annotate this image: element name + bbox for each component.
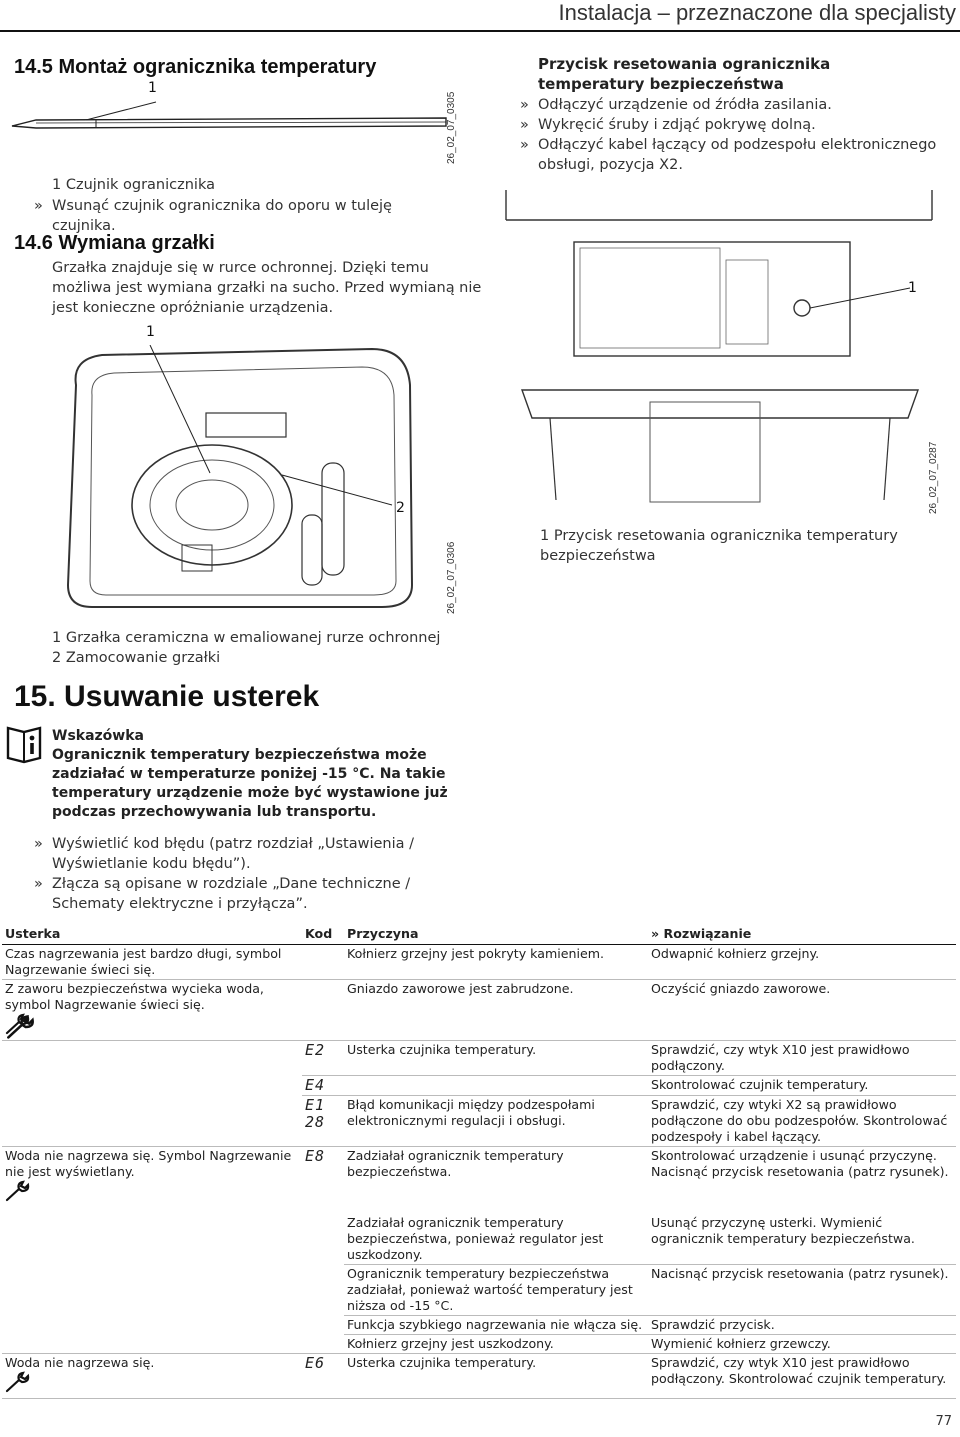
heater-intro: Grzałka znajduje się w rurce ochronnej. Dzięki temu możliwa jest wymiana grzałki na sucho. Przed wymianą nie jest konieczne opróżnianie urządzenia. <box>52 260 482 316</box>
error-code-e2: E2 <box>305 1041 326 1059</box>
heater-callout-2: 2 <box>396 500 405 516</box>
heater-callout-1: 1 <box>146 324 155 340</box>
cell-cause: Usterka czujnika temperatury. <box>344 1041 648 1076</box>
table-row <box>2 1214 956 1265</box>
cell-fault <box>2 1214 302 1265</box>
cell-code <box>302 1041 344 1076</box>
error-code-e6: E6 <box>305 1354 326 1372</box>
cell-code <box>302 1076 344 1096</box>
wrench-icon <box>5 1180 31 1202</box>
cell-fault <box>2 1041 302 1076</box>
figure-code-0305: 26_02_07_0305 <box>446 91 457 164</box>
cell-fault <box>2 1316 302 1335</box>
page-number: 77 <box>935 1414 952 1429</box>
sensor-illustration <box>6 98 451 138</box>
cell-code <box>302 945 344 980</box>
cell-code <box>302 1147 344 1215</box>
legend-sensor: 1 Czujnik ogranicznika <box>52 177 215 193</box>
wrench-icon <box>5 1371 31 1393</box>
figure-code-0287: 26_02_07_0287 <box>928 441 939 514</box>
cell-fix: Nacisnąć przycisk resetowania (patrz rysunek). <box>648 1265 956 1316</box>
reset-title: Przycisk resetowania ogranicznika temperatury bezpieczeństwa <box>538 55 831 93</box>
cell-code <box>302 1316 344 1335</box>
table-row <box>2 1335 956 1354</box>
cell-fault <box>2 1076 302 1096</box>
error-code-e4: E4 <box>305 1076 326 1094</box>
table-row <box>2 1316 956 1335</box>
cell-cause: Usterka czujnika temperatury. <box>344 1354 648 1399</box>
cell-fault-text: Z zaworu bezpieczeństwa wycieka woda, symbol Nagrzewanie świeci się. <box>5 981 264 1012</box>
cell-fault-text: Woda nie nagrzewa się. <box>5 1355 155 1370</box>
section-14-6-title: 14.6 Wymiana grzałki <box>14 232 215 254</box>
cell-fix: Sprawdzić, czy wtyk X10 jest prawidłowo podłączony. <box>648 1041 956 1076</box>
cell-cause: Gniazdo zaworowe jest zabrudzone. <box>344 980 648 1041</box>
table-row <box>2 1041 956 1076</box>
troubleshooting-table <box>2 925 956 1399</box>
cell-fix: Sprawdzić, czy wtyk X10 jest prawidłowo podłączony. Skontrolować czujnik temperatury. <box>648 1354 956 1399</box>
cell-cause: Zadziałał ogranicznik temperatury bezpieczeństwa, ponieważ regulator jest uszkodzony. <box>344 1214 648 1265</box>
error-code-e1-28: E1 28 <box>305 1096 326 1131</box>
cell-fix: Wymienić kołnierz grzewczy. <box>648 1335 956 1354</box>
cell-cause: Ogranicznik temperatury bezpieczeństwa zadziałał, ponieważ wartość temperatury jest niższa od -15 °C. <box>344 1265 648 1316</box>
cell-fix: Sprawdzić przycisk. <box>648 1316 956 1335</box>
col-fix: » Rozwiązanie <box>648 925 956 945</box>
cell-fix: Sprawdzić, czy wtyki X2 są prawidłowo podłączone do obu podzespołów. Skontrolować podzespoły i kabel łączący. <box>648 1096 956 1147</box>
wrench-icon <box>6 1014 36 1040</box>
cell-fix: Usunąć przyczynę usterki. Wymienić ogranicznik temperatury bezpieczeństwa. <box>648 1214 956 1265</box>
cell-cause: Kołnierz grzejny jest pokryty kamieniem. <box>344 945 648 980</box>
col-cause: Przyczyna <box>344 925 648 945</box>
cell-fault: Czas nagrzewania jest bardzo długi, symbol Nagrzewanie świeci się. <box>2 945 302 980</box>
cell-cause <box>344 1076 648 1096</box>
cell-code <box>302 1096 344 1147</box>
cell-cause: Zadziałał ogranicznik temperatury bezpieczeństwa. <box>347 1148 564 1179</box>
cell-code <box>302 1335 344 1354</box>
section-15-title: 15. Usuwanie usterek <box>14 680 320 713</box>
reset-callout: 1 <box>908 280 917 296</box>
note-body: Ogranicznik temperatury bezpieczeństwa może zadziałać w temperaturze poniżej -15 °C. Na takie temperatury urządzenie może być wystawione już podczas przechowywania lub transportu. <box>52 747 448 820</box>
troubleshoot-steps <box>32 834 452 914</box>
table-row <box>2 1265 956 1316</box>
cell-fix: Oczyścić gniazdo zaworowe. <box>648 980 956 1041</box>
legend-reset-button: 1 Przycisk resetowania ogranicznika temperatury bezpieczeństwa <box>540 528 898 564</box>
cell-fault <box>2 1147 302 1215</box>
note-icon <box>4 722 48 764</box>
table-row <box>2 945 956 980</box>
cell-code <box>302 1265 344 1316</box>
cell-fault <box>2 1265 302 1316</box>
reset-step-3: » Odłączyć kabel łączący od podzespołu elektronicznego obsługi, pozycja X2. <box>518 135 948 175</box>
table-row <box>2 980 956 1041</box>
cell-fault <box>2 1096 302 1147</box>
troubleshoot-step-1: » Wyświetlić kod błędu (patrz rozdział „Ustawienia / Wyświetlanie kodu błędu”). <box>32 834 452 874</box>
cell-fault-text: Woda nie nagrzewa się. Symbol Nagrzewanie nie jest wyświetlany. <box>5 1148 292 1179</box>
cell-fix: Skontrolować czujnik temperatury. <box>648 1076 956 1096</box>
step-insert-sensor: » Wsunąć czujnik ogranicznika do oporu w tuleję czujnika. <box>32 196 452 236</box>
cell-code <box>302 1354 344 1399</box>
cell-cause: Kołnierz grzejny jest uszkodzony. <box>344 1335 648 1354</box>
heater-illustration <box>62 345 420 615</box>
col-fault: Usterka <box>2 925 302 945</box>
col-code: Kod <box>302 925 344 945</box>
table-row <box>2 1096 956 1147</box>
error-code-e8: E8 <box>305 1147 326 1165</box>
cell-fault <box>2 980 302 1041</box>
cell-fix: Skontrolować urządzenie i usunąć przyczynę. Nacisnąć przycisk resetowania (patrz rysunek). <box>651 1148 949 1179</box>
sensor-callout: 1 <box>148 80 157 96</box>
step-list-14-5 <box>32 196 452 236</box>
cell-fault <box>2 1335 302 1354</box>
reset-step-2: » Wykręcić śruby i zdjąć pokrywę dolną. <box>518 115 948 135</box>
note-title: Wskazówka <box>52 728 144 744</box>
table-row <box>2 1076 956 1096</box>
cell-code <box>302 1214 344 1265</box>
reset-step-1: » Odłączyć urządzenie od źródła zasilania. <box>518 95 948 115</box>
section-14-5-title: 14.5 Montaż ogranicznika temperatury <box>14 56 377 78</box>
running-header: Instalacja – przeznaczone dla specjalisty <box>558 0 956 25</box>
table-row <box>2 1354 956 1399</box>
table-row <box>2 1147 956 1215</box>
header-rule <box>0 30 960 32</box>
reset-illustration <box>500 190 940 510</box>
cell-fault <box>2 1354 302 1399</box>
figure-code-0306: 26_02_07_0306 <box>446 541 457 614</box>
reset-steps <box>518 95 948 175</box>
cell-code <box>302 980 344 1041</box>
legend-mounting: 2 Zamocowanie grzałki <box>52 650 221 666</box>
table-header-row <box>2 925 956 945</box>
troubleshoot-step-2: » Złącza są opisane w rozdziale „Dane techniczne / Schematy elektryczne i przyłącza”. <box>32 874 452 914</box>
legend-heater: 1 Grzałka ceramiczna w emaliowanej rurze ochronnej <box>52 630 441 646</box>
cell-fix: Odwapnić kołnierz grzejny. <box>648 945 956 980</box>
cell-cause: Błąd komunikacji między podzespołami elektronicznymi regulacji i obsługi. <box>344 1096 648 1147</box>
cell-cause: Funkcja szybkiego nagrzewania nie włącza się. <box>344 1316 648 1335</box>
